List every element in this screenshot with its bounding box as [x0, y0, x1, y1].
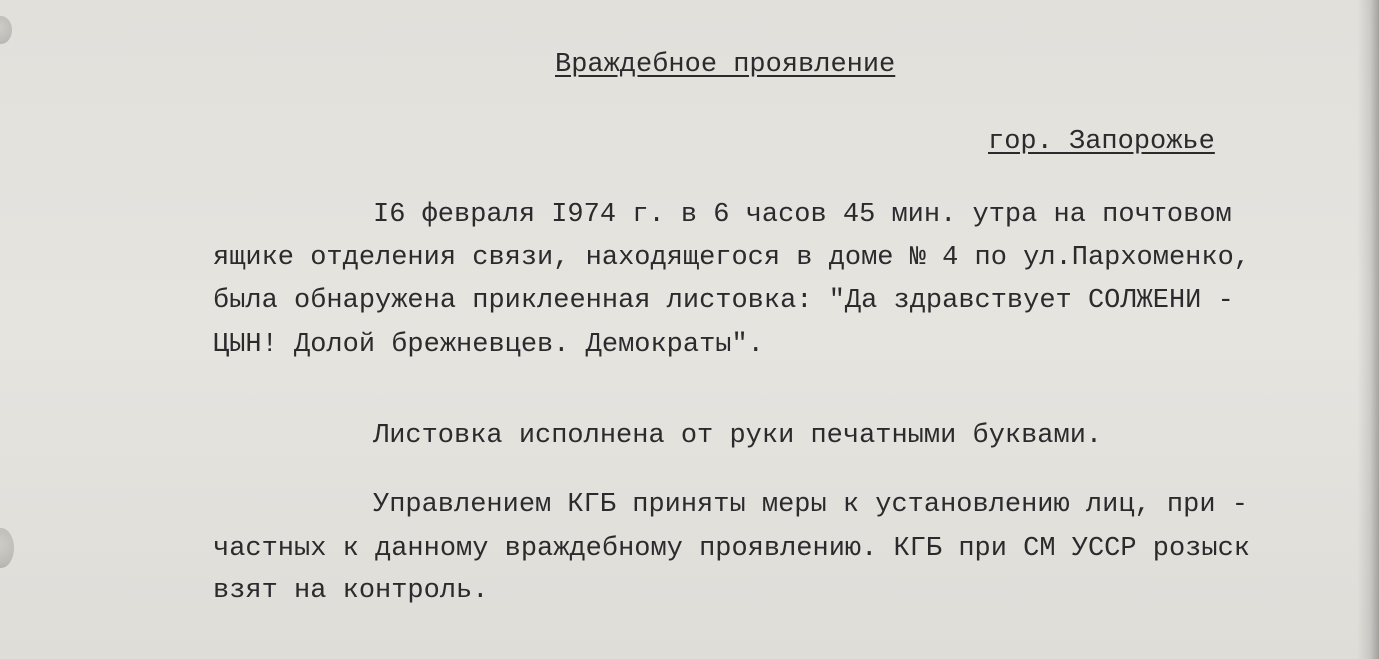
paragraph-line: ЦЫН! Долой брежневцев. Демократы". [213, 330, 764, 360]
punch-hole [0, 16, 12, 44]
document-title: Враждебное проявление [555, 50, 896, 80]
paragraph-line: I6 февраля I974 г. в 6 часов 45 мин. утра на почтовом [373, 200, 1232, 230]
paragraph-line: ящике отделения связи, находящегося в доме № 4 по ул.Пархоменко, [213, 243, 1250, 273]
paragraph-line: взят на контроль. [213, 576, 489, 606]
punch-hole [0, 528, 14, 568]
paragraph-line: Управлением КГБ приняты меры к установлению лиц, при - [373, 490, 1248, 520]
paragraph-line: Листовка исполнена от руки печатными буквами. [373, 421, 1103, 451]
paragraph-line: была обнаружена приклеенная листовка: "Да здравствует СОЛЖЕНИ - [213, 286, 1234, 316]
document-location: гор. Запорожье [988, 127, 1215, 157]
page-edge-shadow [1357, 0, 1379, 659]
paragraph-line: частных к данному враждебному проявлению. КГБ при СМ УССР розыск [213, 534, 1250, 564]
